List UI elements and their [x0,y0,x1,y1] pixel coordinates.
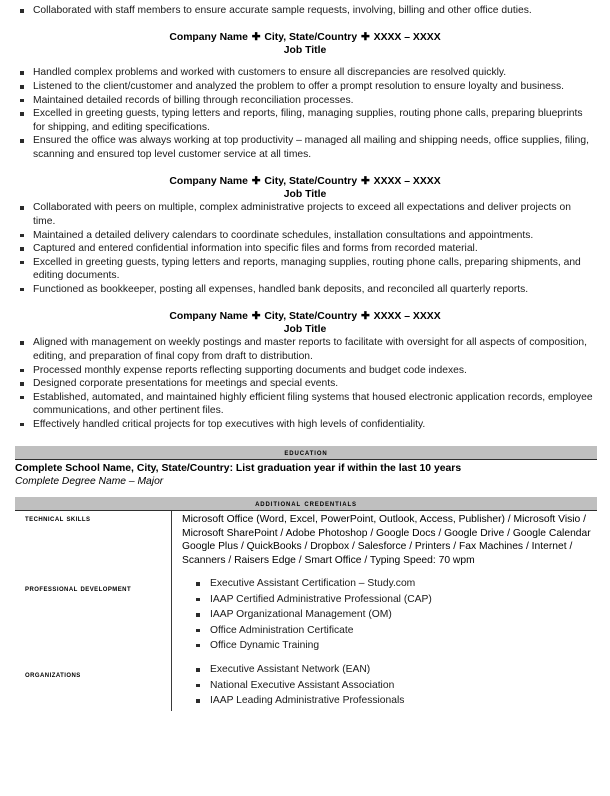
list-item: Ensured the office was always working at top productivity – managed all mailing and shipping needs, office supplies, filing, scanning and ensured top level customer service at all times. [0,134,594,161]
list-item: Established, automated, and maintained highly efficient filing systems that housed electronic application records, employee communications, and other pertinent files. [0,391,594,418]
cross-icon: ✚ [251,175,261,187]
job-header-2 [0,175,610,188]
section-header-additional-credentials: additional credentials [15,497,597,511]
education-body [15,462,597,488]
list-item: National Executive Assistant Association [172,678,591,693]
company-name: Company Name [169,310,248,322]
list-item: Maintained detailed records of billing through reconciliation processes. [0,94,594,108]
row-label-organizations: organizations [15,655,172,710]
job-bullets-3 [0,336,610,431]
credentials-table [15,511,597,711]
list-item: Designed corporate presentations for meetings and special events. [0,377,594,391]
job-bullets-2 [0,201,610,296]
list-item: Listened to the client/customer and analyzed the problem to offer a prompt resolution to ensure loyalty and business. [0,80,594,94]
company-name: Company Name [169,175,248,187]
table-row [15,569,597,655]
job-title-1: Job Title [283,45,327,56]
cross-icon: ✚ [251,31,261,43]
job-location: City, State/Country [264,31,358,43]
education-degree: Complete Degree Name – Major [15,475,164,487]
job-dates: XXXX – XXXX [373,31,441,43]
list-item: Handled complex problems and worked with customers to ensure all discrepancies are resolved quickly. [0,66,594,80]
carryover-bullet-list [0,4,610,18]
job-title-3: Job Title [283,323,327,335]
education-school: Complete School Name, City, State/Country: List graduation year if within the last 10 years [15,462,462,474]
section-header-education: education [15,446,597,460]
job-location: City, State/Country [264,310,358,322]
professional-development-list [172,576,595,653]
job-bullets-1 [0,66,610,161]
spacer [0,488,610,497]
job-header-1 [0,31,610,44]
list-item: IAAP Leading Administrative Professionals [172,693,591,708]
cross-icon: ✚ [361,175,370,187]
cross-icon: ✚ [361,31,370,43]
table-row [15,511,597,569]
list-item: Excelled in greeting guests, typing letters and reports, managing supplies, routing phone calls, preparing shipments, and editing documents. [0,256,594,283]
table-row [15,655,597,710]
list-item: IAAP Organizational Management (OM) [172,607,591,622]
list-item: IAAP Certified Administrative Professional (CAP) [172,592,591,607]
list-item: Office Administration Certificate [172,623,591,638]
organizations-list [172,662,595,708]
job-header-3 [0,310,610,323]
list-item: Collaborated with peers on multiple, complex administrative projects to exceed all expectations and deliver projects on time. [0,201,594,228]
row-value-organizations [172,655,598,710]
row-value-technical-skills: Microsoft Office (Word, Excel, PowerPoint, Outlook, Access, Publisher) / Microsoft Visio / Microsoft SharePoint / Adobe Photoshop / Google Docs / Google Drive / Google Calendar Google Plus / QuickBooks / Dropbox / Salesforce / Printers / Fax Machines / Internet / Scanners / Raisers Edge / Smart Office / Typing Speed: 70 wpm [182,513,591,566]
job-dates: XXXX – XXXX [373,175,441,187]
spacer [0,297,610,310]
cross-icon: ✚ [361,310,370,322]
spacer [0,57,610,66]
list-item: Functioned as bookkeeper, posting all expenses, handled bank deposits, and reconciled all quarterly reports. [0,283,594,297]
spacer [0,162,610,175]
list-item: Aligned with management on weekly postings and master reports to facilitate with oversight for all aspects of composition, editing, and preparation of final copy from draft to distribution. [0,336,594,363]
list-item: Effectively handled critical projects for top executives with high levels of confidentiality. [0,418,594,432]
cross-icon: ✚ [251,310,261,322]
list-item: Processed monthly expense reports reflecting supporting documents and budget code indexes. [0,364,594,378]
row-label-professional-development: professional development [15,569,172,655]
job-title-2: Job Title [283,188,327,200]
list-item: Executive Assistant Network (EAN) [172,662,591,677]
spacer [0,18,610,31]
list-item: Captured and entered confidential information into specific files and forms from recorded material. [0,242,594,256]
list-item: Maintained a detailed delivery calendars to coordinate schedules, installation consultations and appointments. [0,229,594,243]
company-name: Company Name [169,31,248,43]
row-value-professional-development [172,569,598,655]
job-location: City, State/Country [264,175,358,187]
list-item: Executive Assistant Certification – Study.com [172,576,591,591]
spacer [0,432,610,446]
list-item: Collaborated with staff members to ensure accurate sample requests, involving, billing and other office duties. [0,4,594,18]
job-dates: XXXX – XXXX [373,310,441,322]
list-item: Excelled in greeting guests, typing letters and reports, filing, managing supplies, routing phone calls, preparing blueprints for shipping, and editing specifications. [0,107,594,134]
list-item: Office Dynamic Training [172,638,591,653]
row-label-technical-skills: technical skills [15,511,172,569]
